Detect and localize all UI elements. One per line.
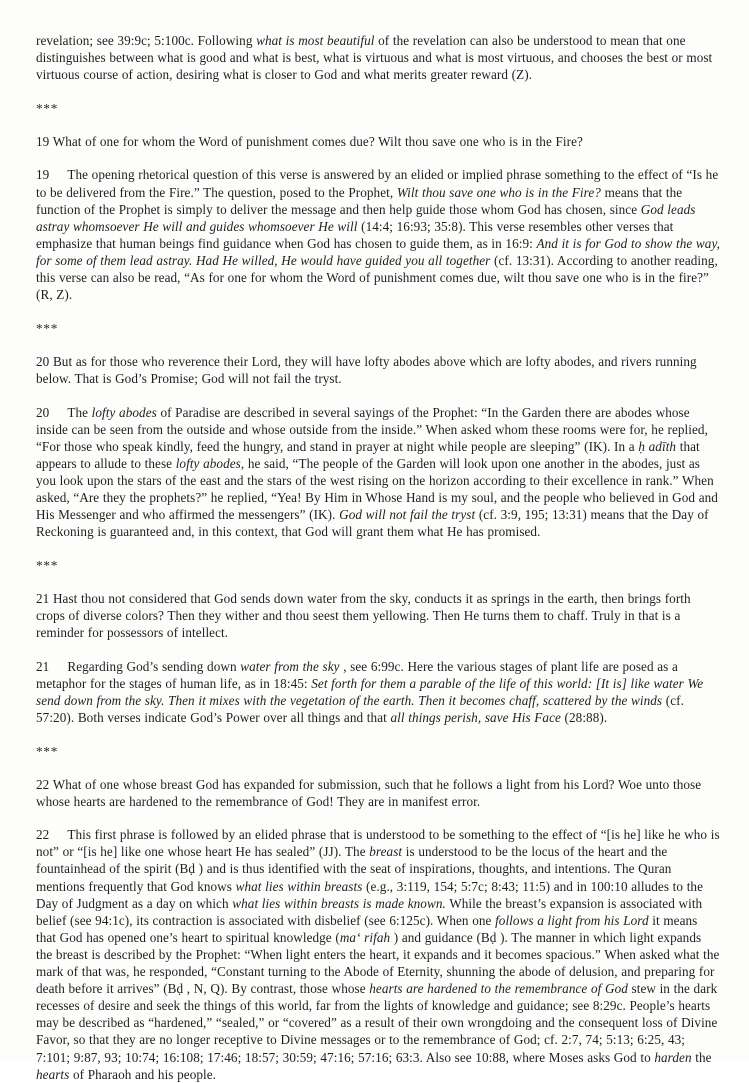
italic-quote: follows a light from his Lord bbox=[495, 912, 649, 928]
verse-text-21: 21 Hast thou not considered that God sends down water from the sky, conducts it as springs in the earth, then brings forth crops of diverse colors? Then they wither and thou seest them yellowing. Then He turns them to chaff. Truly in that is a reminder for possessors of intellect. bbox=[36, 590, 691, 641]
text-run: (cf. 57:20). Both verses indicate God’s Power over all things and that bbox=[36, 692, 684, 725]
section-divider: *** bbox=[36, 743, 59, 759]
commentary-number: 21 bbox=[36, 658, 50, 674]
italic-quote: all things perish, save His Face bbox=[390, 709, 561, 725]
italic-term: ma‘ rifah bbox=[339, 929, 391, 945]
section-divider: *** bbox=[36, 557, 59, 573]
verse-text-20: 20 But as for those who reverence their Lord, they will have lofty abodes above which are lofty abodes, and rivers running below. That is God’s Promise; God will not fail the tryst. bbox=[36, 353, 697, 386]
text-run: While the breast’s expansion is associated with belief (see 94:1c), its contraction is associated with disbelief (see 6:125c). When one bbox=[36, 895, 703, 928]
commentary-19 bbox=[36, 166, 720, 303]
italic-term: hearts bbox=[36, 1066, 70, 1082]
commentary-22 bbox=[36, 826, 720, 1082]
italic-term: harden bbox=[654, 1049, 692, 1065]
text-run: The opening rhetorical question of this verse is answered by an elided or implied phrase something to the effect of “Is he to be delivered from the Fire.” The question, posed to the Prophet, bbox=[36, 167, 719, 200]
verse-text-22: 22 What of one whose breast God has expanded for submission, such that he follows a light from his Lord? Woe unto those whose hearts are hardened to the remembrance of God! They are in manifest error. bbox=[36, 776, 702, 809]
commentary-number: 19 bbox=[36, 167, 50, 183]
verse-text-19: 19 What of one for whom the Word of punishment comes due? Wilt thou save one who is in the Fire? bbox=[36, 133, 583, 149]
commentary-21 bbox=[36, 658, 720, 726]
section-divider: *** bbox=[36, 100, 59, 116]
commentary-number: 20 bbox=[36, 404, 50, 420]
commentary-20 bbox=[36, 404, 720, 541]
paragraph-continuation bbox=[36, 32, 720, 83]
italic-quote: water from the sky bbox=[240, 658, 340, 674]
italic-quote: lofty abodes bbox=[91, 404, 157, 420]
italic-quote: hearts are hardened to the remembrance of God bbox=[369, 981, 628, 997]
italic-quote: what is most beautiful bbox=[256, 33, 375, 48]
text-run: stew in the dark recesses of desire and seek the things of this world, far from the lights of knowledge and guidance; see 8:29c. People’s hearts may be described as “hardened,” “sealed,” or “covered” as a result of their own wrongdoing and the consequent loss of Divine Favor, so that they are no longer receptive to Divine messages or to the remembrance of God; cf. 2:7, 74; 5:13; 6:25, 43; 7:101; 9:87, 93; 10:74; 16:108; 17:46; 18:57; 30:59; 47:16; 57:16; 63:3. Also see 10:88, where Moses asks God to bbox=[36, 981, 718, 1065]
section-divider: *** bbox=[36, 320, 59, 336]
text-run: (28:88). bbox=[560, 709, 608, 725]
text-run: that appears to allude to these bbox=[36, 438, 700, 471]
text-run: (cf. 13:31). According to another reading, this verse can also be read, “As for one for whom the Word of punishment comes due, wilt thou save one who is in the fire?” (R, Z). bbox=[36, 252, 718, 303]
text-run: (e.g., 3:119, 154; 5:7c; 8:43; 11:5) and in 100:10 alludes to the Day of Judgment as a day on which bbox=[36, 878, 704, 911]
italic-quote: Set forth for them a parable of the life of this world: [It is] like water We send down from the sky. Then it mixes with the vegetation of the earth. Then it becomes chaff, scattered by the winds bbox=[36, 675, 704, 708]
text-run: of Pharaoh and his people. bbox=[69, 1066, 217, 1082]
text-run: is understood to be the locus of the heart and the fountainhead of the spirit (Bḍ ) and is thus identified with the seat of inspirations, thoughts, and intentions. The Quran mentions frequently that God knows bbox=[36, 844, 672, 894]
italic-quote: And it is for God to show the way, for some of them lead astray. Had He willed, He would have guided you all together bbox=[36, 235, 720, 268]
italic-term: breast bbox=[369, 844, 403, 860]
italic-quote: lofty abodes, bbox=[175, 455, 245, 471]
text-run: of Paradise are described in several sayings of the Prophet: “In the Garden there are abodes whose inside can be seen from the outside and whose outside from the inside.” When asked whom these rooms were for, he replied, “For those who speak kindly, feed the hungry, and stand in prayer at night while people are sleeping” (IK). In a bbox=[36, 404, 708, 454]
italic-quote: Wilt thou save one who is in the Fire? bbox=[396, 184, 601, 200]
text-run: (cf. 3:9, 195; 13:31) means that the Day of Reckoning is guaranteed and, in this context, that God will grant them what He has promised. bbox=[36, 507, 709, 540]
text-run: it means that God has opened one’s heart to spiritual knowledge ( bbox=[36, 912, 698, 945]
page-content bbox=[36, 32, 720, 1083]
text-run: ) and guidance (Bḍ ). The manner in which light expands the breast is described by the Prophet: “When light enters the heart, it expands and it becomes spacious.” When asked what the mark of that was, he responded, “Constant turning to the Abode of Eternity, shunning the abode of delusion, and preparing for death before it arrives” (Bḍ , N, Q). By contrast, those whose bbox=[36, 929, 720, 997]
text-run: revelation; see 39:9c; 5:100c. Following bbox=[36, 33, 257, 48]
italic-term: ḥ adīth bbox=[638, 438, 677, 454]
text-run: (14:4; 16:93; 35:8). This verse resembles other verses that emphasize that human beings find guidance when God has chosen to guide them, as in 16:9: bbox=[36, 218, 674, 251]
italic-quote: what lies within breasts bbox=[235, 878, 363, 894]
text-run: The bbox=[67, 404, 92, 420]
text-run: he said, “The people of the Garden will look upon one another in the abodes, just as you look upon the stars of the east and the stars of the west rising on the horizon according to their excellence in rank.” When asked, “Are they the prophets?” he replied, “Yea! By Him in Whose Hand is my soul, and the people who believed in God and His Messenger and who affirmed the messengers” (IK). bbox=[36, 455, 718, 523]
text-run: means that the function of the Prophet is simply to deliver the message and then help guide those whom God has chosen, since bbox=[36, 184, 683, 217]
italic-quote: God leads astray whomsoever He will and guides whomsoever He will bbox=[36, 201, 696, 234]
italic-quote: what lies within breasts is made known. bbox=[232, 895, 446, 911]
text-run: of the revelation can also be understood to mean that one distinguishes between what is good and what is best, what is virtuous and what is most virtuous, and chooses the best or most virtuous course of action, desiring what is closer to God and what merits greater reward (Z). bbox=[36, 33, 713, 83]
text-run: , see 6:99c. Here the various stages of plant life are posed as a metaphor for the stages of human life, as in 18:45: bbox=[36, 658, 678, 691]
italic-quote: God will not fail the tryst bbox=[339, 507, 476, 523]
text-run: Regarding God’s sending down bbox=[67, 658, 241, 674]
commentary-number: 22 bbox=[36, 827, 50, 843]
text-run: the bbox=[691, 1049, 712, 1065]
text-run: This first phrase is followed by an elided phrase that is understood to be something to the effect of “[is he] like he who is not” or “[is he] like one whose heart He has sealed” (JJ). The bbox=[36, 827, 720, 860]
